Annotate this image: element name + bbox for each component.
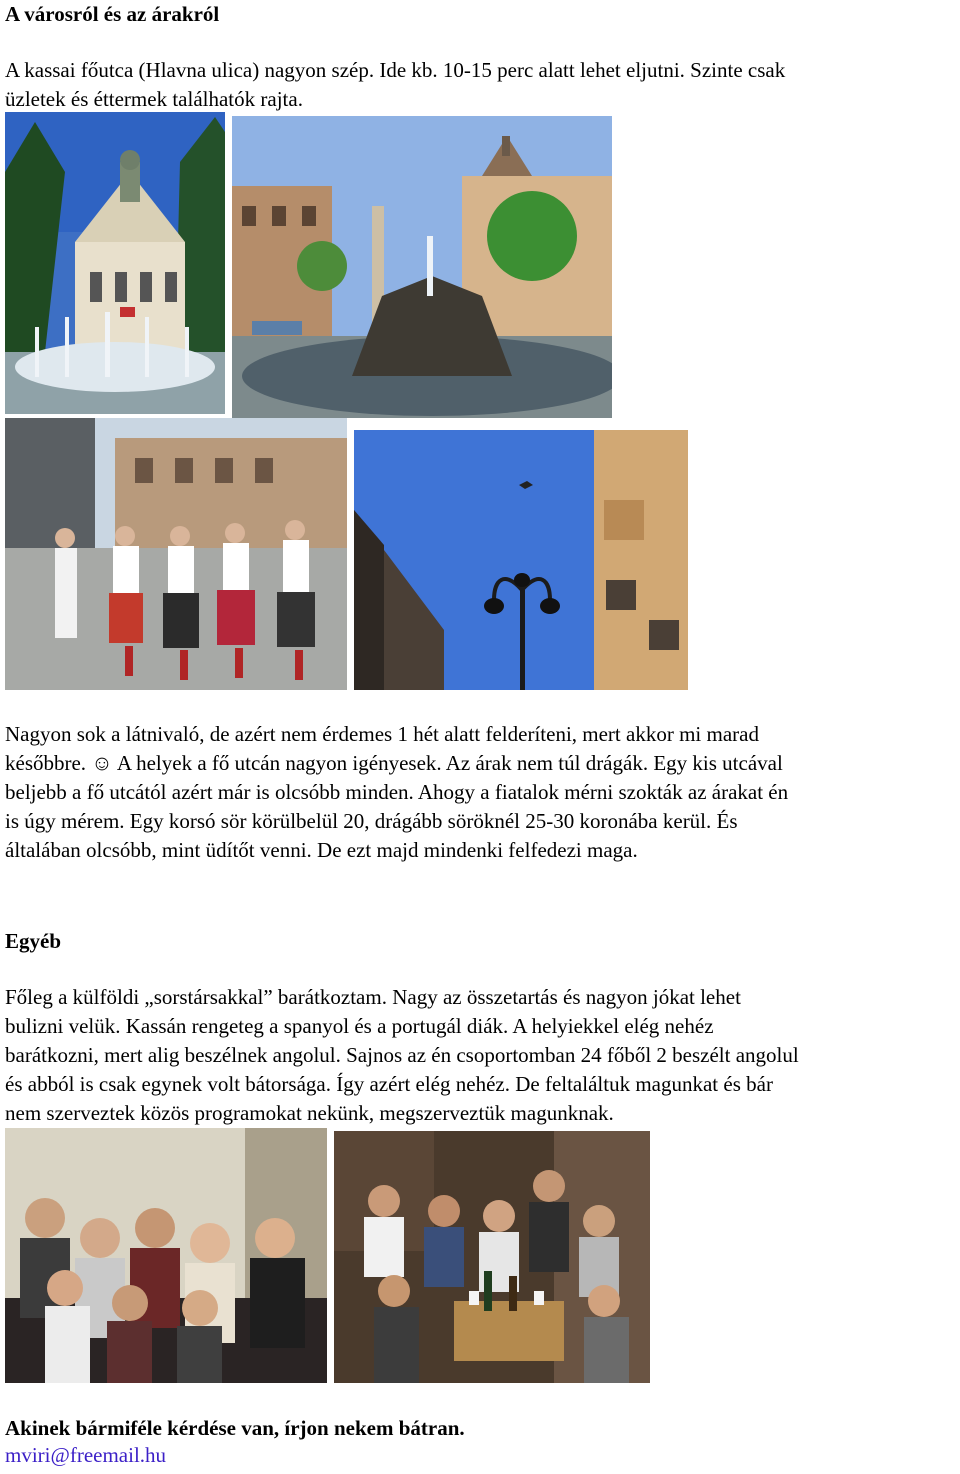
photo-theatre-fountain xyxy=(5,112,225,414)
photo-main-street-fountain xyxy=(232,116,612,418)
section-heading-city: A városról és az árakról xyxy=(5,2,220,26)
city-prices-paragraph xyxy=(5,720,960,865)
paragraph-line: beljebb a fő utcától azért már is olcsóbb minden. Ahogy a fiatalok mérni szokták az árakat én xyxy=(5,780,789,804)
paragraph-line: és abból is csak egynek volt bátorsága. Így azért elég nehéz. De feltaláltuk magunkat és bár xyxy=(5,1072,773,1096)
paragraph-line: Főleg a külföldi „sorstársakkal” barátkoztam. Nagy az összetartás és nagyon jókat lehet xyxy=(5,985,741,1009)
photo-group-friends xyxy=(5,1128,327,1383)
intro-paragraph xyxy=(5,56,960,114)
section-heading-other: Egyéb xyxy=(5,929,62,953)
photo-folk-dancers xyxy=(5,418,347,690)
paragraph-line: A kassai főutca (Hlavna ulica) nagyon szép. Ide kb. 10-15 perc alatt lehet eljutni. Szinte csak xyxy=(5,58,786,82)
paragraph-line: Nagyon sok a látnivaló, de azért nem érdemes 1 hét alatt felderíteni, mert akkor mi marad xyxy=(5,722,759,746)
paragraph-line: üzletek és éttermek találhatók rajta. xyxy=(5,87,303,111)
closing-line: Akinek bármiféle kérdése van, írjon nekem bátran. xyxy=(5,1416,465,1440)
paragraph-line: bulizni velük. Kassán rengeteg a spanyol és a portugál diák. A helyiekkel elég nehéz xyxy=(5,1014,714,1038)
email-link[interactable]: mviri@freemail.hu xyxy=(5,1443,167,1467)
paragraph-line: is úgy mérem. Egy korsó sör körülbelül 20, drágább söröknél 25-30 koronába kerül. És xyxy=(5,809,738,833)
other-paragraph xyxy=(5,983,960,1128)
paragraph-line: barátkozni, mert alig beszélnek angolul. Sajnos az én csoportomban 24 főből 2 beszélt angolul xyxy=(5,1043,799,1067)
paragraph-line: későbbre. ☺ A helyek a fő utcán nagyon igényesek. Az árak nem túl drágák. Egy kis utcával xyxy=(5,751,783,775)
paragraph-line: nem szerveztek közös programokat nekünk, megszerveztük magunknak. xyxy=(5,1101,614,1125)
photo-street-lamp xyxy=(354,430,688,690)
photo-party-table xyxy=(334,1131,650,1383)
paragraph-line: általában olcsóbb, mint üdítőt venni. De ezt majd mindenki felfedezi maga. xyxy=(5,838,638,862)
